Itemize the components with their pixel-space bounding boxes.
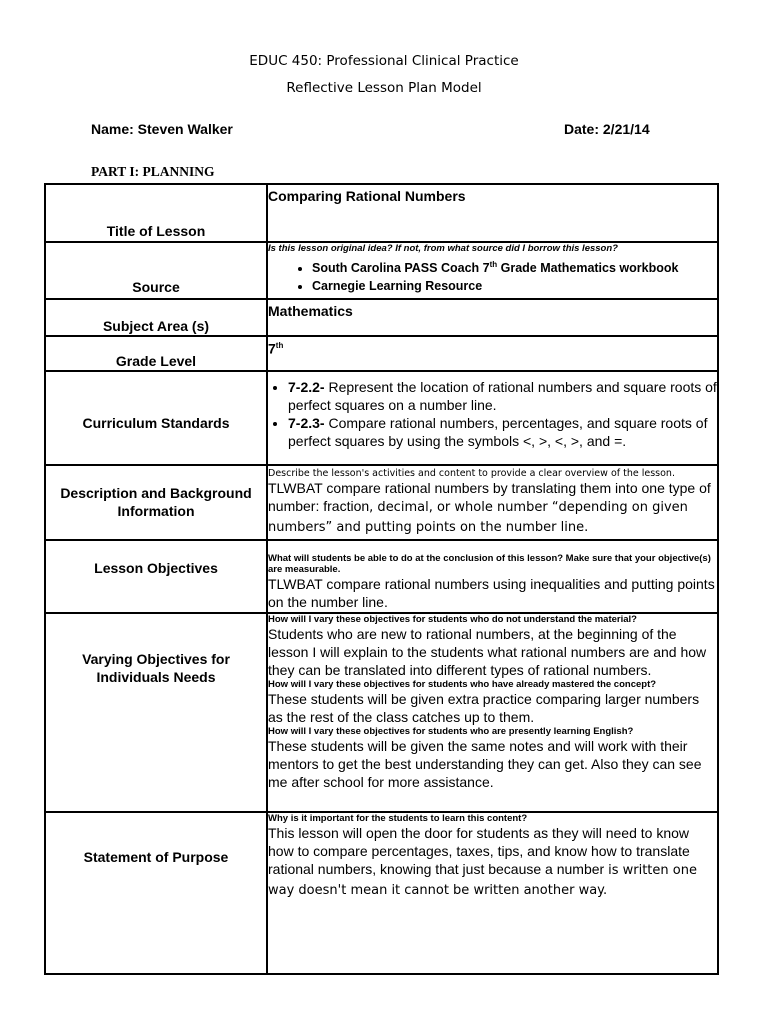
varying-question-3: How will I vary these objectives for students who are presently learning English? xyxy=(268,726,634,737)
row-label xyxy=(45,299,267,336)
source-label: Source xyxy=(132,279,180,295)
subject-label: Subject Area (s) xyxy=(102,318,210,334)
description-cell xyxy=(267,465,718,540)
author-name: Name: Steven Walker xyxy=(91,121,233,137)
varying-answer-2: These students will be given extra practice comparing larger numbers as the rest of the class catches up to them. xyxy=(268,691,700,725)
varying-label: Varying Objectives for Individuals Needs xyxy=(82,651,230,685)
lesson-plan-table xyxy=(44,183,719,975)
document-title: EDUC 450: Professional Clinical Practice xyxy=(249,53,519,69)
description-text: TLWBAT compare rational numbers by translating them into one type of number: fraction, decimal, or whole number “depending on given numbers” and putting points on the number line. xyxy=(268,480,711,535)
row-label xyxy=(45,371,267,465)
table-row xyxy=(45,465,718,540)
table-row xyxy=(45,299,718,336)
document-subtitle: Reflective Lesson Plan Model xyxy=(286,80,482,96)
grade-label: Grade Level xyxy=(115,353,197,369)
objectives-label: Lesson Objectives xyxy=(94,560,218,576)
varying-answer-3: These students will be given the same notes and will work with their mentors to get the best understanding they can get. Also they can see me after school for more assistance. xyxy=(268,738,702,790)
purpose-label: Statement of Purpose xyxy=(83,849,229,865)
objectives-cell xyxy=(267,540,718,613)
row-label xyxy=(45,184,267,242)
table-row xyxy=(45,242,718,299)
subject-value: Mathematics xyxy=(268,303,353,319)
objectives-prompt: What will students be able to do at the conclusion of this lesson? Make sure that your objective(s) are measurable. xyxy=(268,553,711,575)
table-row xyxy=(45,184,718,242)
description-prompt: Describe the lesson's activities and content to provide a clear overview of the lesson. xyxy=(268,468,675,479)
title-cell xyxy=(267,184,718,242)
standards-cell xyxy=(267,371,718,465)
row-label xyxy=(45,465,267,540)
varying-answer-1: Students who are new to rational numbers, at the beginning of the lesson I will explain to the students what rational numbers are and how they can be translated into different types of rational numbers. xyxy=(268,626,707,678)
standards-list xyxy=(268,378,717,450)
purpose-cell xyxy=(267,812,718,974)
purpose-text: This lesson will open the door for students as they will need to know how to compare percentages, taxes, tips, and know how to translate rational numbers, knowing that just because a number is written one way doesn't mean it cannot be written another way. xyxy=(268,825,697,898)
varying-question-2: How will I vary these objectives for students who have already mastered the concept? xyxy=(268,679,657,690)
source-cell xyxy=(267,242,718,299)
table-row xyxy=(45,613,718,812)
section-heading: PART I: PLANNING xyxy=(91,164,215,179)
row-label xyxy=(45,812,267,974)
standards-label: Curriculum Standards xyxy=(82,415,230,431)
list-item: • Carnegie Learning Resource xyxy=(312,277,717,295)
purpose-prompt: Why is it important for the students to learn this content? xyxy=(268,813,528,824)
title-label: Title of Lesson xyxy=(106,223,206,239)
row-label xyxy=(45,336,267,371)
varying-cell xyxy=(267,613,718,812)
table-row xyxy=(45,812,718,974)
row-label xyxy=(45,540,267,613)
source-list xyxy=(268,256,717,295)
row-label xyxy=(45,613,267,812)
list-item: • South Carolina PASS Coach 7th Grade Mathematics workbook xyxy=(312,256,717,277)
source-prompt: Is this lesson original idea? If not, from what source did I borrow this lesson? xyxy=(268,243,618,254)
document-date: Date: 2/21/14 xyxy=(564,121,650,137)
lesson-title: Comparing Rational Numbers xyxy=(268,188,466,204)
grade-value: 7 xyxy=(268,340,276,357)
description-label: Description and Background Information xyxy=(60,485,252,519)
list-item: • 7-2.2- Represent the location of rational numbers and square roots of perfect squares on a number line. xyxy=(288,378,717,414)
grade-cell: 7th xyxy=(267,336,718,371)
table-row xyxy=(45,371,718,465)
list-item: • 7-2.3- Compare rational numbers, percentages, and square roots of perfect squares by using the symbols <, >, <, >, and =. xyxy=(288,414,717,450)
varying-question-1: How will I vary these objectives for students who do not understand the material? xyxy=(268,614,637,625)
table-row xyxy=(45,336,718,371)
table-row xyxy=(45,540,718,613)
objectives-text: TLWBAT compare rational numbers using inequalities and putting points on the number line. xyxy=(268,576,715,610)
subject-cell xyxy=(267,299,718,336)
row-label xyxy=(45,242,267,299)
